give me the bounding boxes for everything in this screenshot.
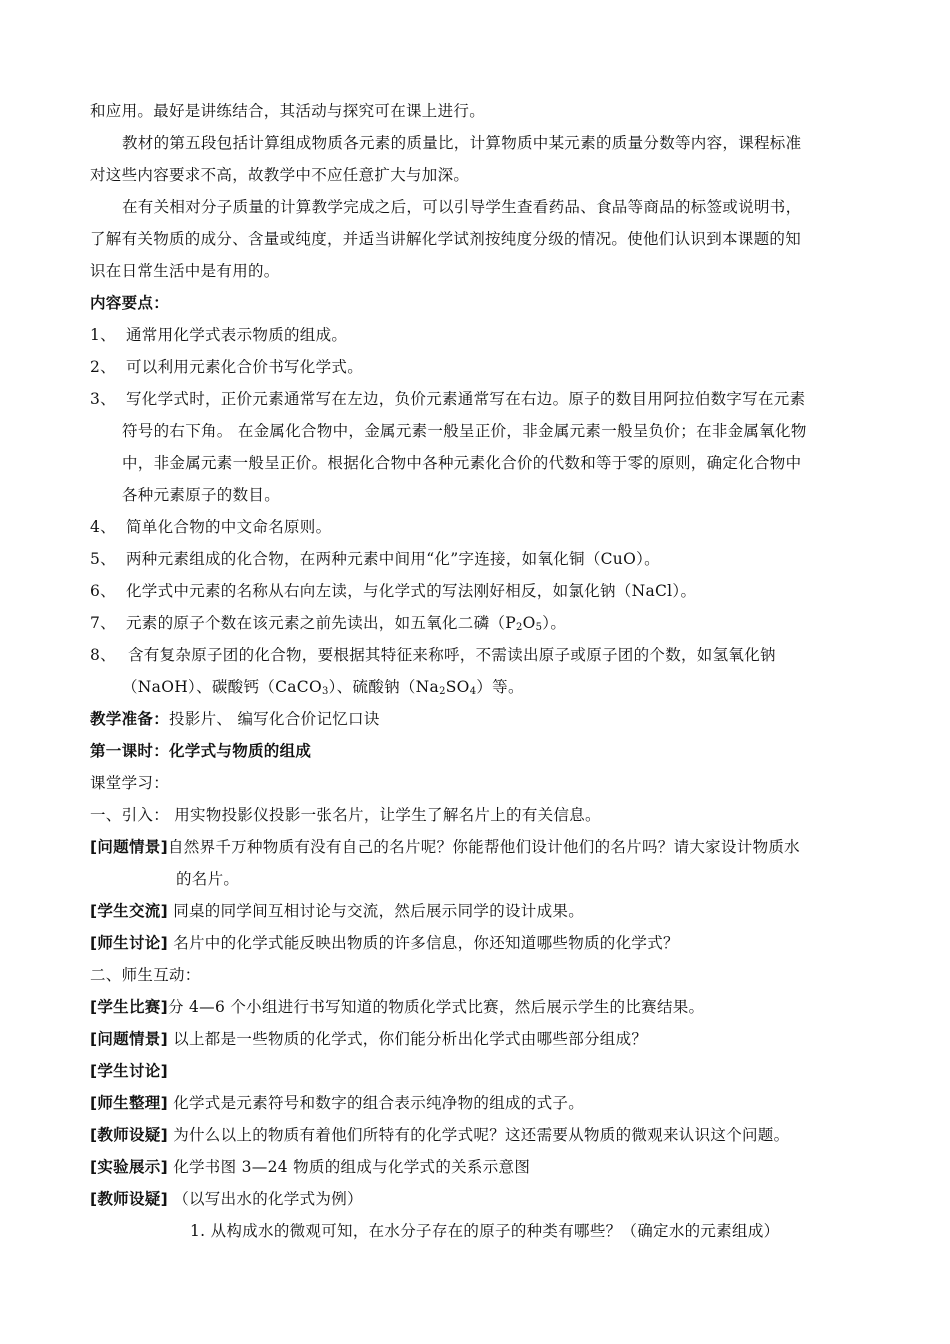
activity-line: [问题情景] 以上都是一些物质的化学式，你们能分析出化学式由哪些部分组成？ xyxy=(90,1030,648,1048)
list-item: 通常用化学式表示物质的组成。 xyxy=(126,326,348,344)
activity-line: [教师设疑] （以写出水的化学式为例） xyxy=(90,1190,363,1208)
activity-line: [师生整理] 化学式是元素符号和数字的组合表示纯净物的组成的式子。 xyxy=(90,1094,584,1112)
list-item: 含有复杂原子团的化合物，要根据其特征来称呼，不需读出原子或原子团的个数，如氢氧化钠 xyxy=(128,646,776,664)
intro-line: 一、引入： 用实物投影仪投影一张名片，让学生了解名片上的有关信息。 xyxy=(90,806,601,824)
list-item-continuation: 符号的右下角。 在金属化合物中，金属元素一般呈正价，非金属元素一般呈负价；在非金属氧化物 xyxy=(122,422,807,440)
list-item-number: 3、 xyxy=(90,390,116,408)
paragraph-line: 教材的第五段包括计算组成物质各元素的质量比，计算物质中某元素的质量分数等内容，课程标准 xyxy=(122,134,802,152)
section-heading: 内容要点： xyxy=(90,294,170,312)
activity-line: [师生讨论] 名片中的化学式能反映出物质的许多信息，你还知道哪些物质的化学式？ xyxy=(90,934,679,952)
teaching-prep: 教学准备：投影片、 编写化合价记忆口诀 xyxy=(90,710,380,728)
list-item: 两种元素组成的化合物，在两种元素中间用“化”字连接，如氧化铜（CuO）。 xyxy=(126,550,660,568)
list-item: 简单化合物的中文命名原则。 xyxy=(126,518,332,536)
activity-line: [教师设疑] 为什么以上的物质有着他们所特有的化学式呢？这还需要从物质的微观来认识这个问题。 xyxy=(90,1126,790,1144)
list-item-number: 6、 xyxy=(90,582,116,600)
list-item-continuation: 中，非金属元素一般呈正价。根据化合物中各种元素化合价的代数和等于零的原则，确定化合物中 xyxy=(122,454,802,472)
paragraph-line: 在有关相对分子质量的计算教学完成之后，可以引导学生查看药品、食品等商品的标签或说明书， xyxy=(122,198,802,216)
activity-continuation: 的名片。 xyxy=(176,870,240,888)
list-item: 可以利用元素化合价书写化学式。 xyxy=(126,358,364,376)
question-line: 1. 从构成水的微观可知，在水分子存在的原子的种类有哪些？（确定水的元素组成） xyxy=(190,1222,780,1240)
activity-line: [学生比赛]分 4—6 个小组进行书写知道的物质化学式比赛，然后展示学生的比赛结果。 xyxy=(90,998,705,1016)
subheading: 课堂学习： xyxy=(90,774,170,792)
activity-line: [问题情景]自然界千万种物质有没有自己的名片呢？你能帮他们设计他们的名片吗？请大家设计物质水 xyxy=(90,838,800,856)
list-item-number: 7、 xyxy=(90,614,116,632)
activity-line: [学生交流] 同桌的同学间互相讨论与交流，然后展示同学的设计成果。 xyxy=(90,902,584,920)
paragraph-line: 识在日常生活中是有用的。 xyxy=(90,262,280,280)
list-item-number: 1、 xyxy=(90,326,116,344)
list-item-continuation: 各种元素原子的数目。 xyxy=(122,486,281,504)
lesson-title: 第一课时：化学式与物质的组成 xyxy=(90,742,312,760)
list-item: 写化学式时，正价元素通常写在左边，负价元素通常写在右边。原子的数目用阿拉伯数字写在元素 xyxy=(126,390,806,408)
activity-line: [实验展示] 化学书图 3—24 物质的组成与化学式的关系示意图 xyxy=(90,1158,531,1176)
activity-line: [学生讨论] xyxy=(90,1062,168,1080)
paragraph-line: 了解有关物质的成分、含量或纯度，并适当讲解化学试剂按纯度分级的情况。使他们认识到本课题的知 xyxy=(90,230,802,248)
list-item-continuation: （NaOH）、碳酸钙（CaCO$_3$）、硫酸钠$(Na_2SO_4)$等。 xyxy=(122,678,524,697)
section-line: 二、师生互动： xyxy=(90,966,201,984)
paragraph-line: 对这些内容要求不高，故教学中不应任意扩大与加深。 xyxy=(90,166,470,184)
list-item: 元素的原子个数在该元素之前先读出，如五氧化二磷$(P_2O_5)$。 xyxy=(126,614,567,633)
list-item-number: 4、 xyxy=(90,518,116,536)
list-item-number: 8、 xyxy=(90,646,116,664)
list-item: 化学式中元素的名称从右向左读，与化学式的写法刚好相反，如氯化钠（NaCl）。 xyxy=(126,582,697,600)
list-item-number: 2、 xyxy=(90,358,116,376)
paragraph-line: 和应用。最好是讲练结合，其活动与探究可在课上进行。 xyxy=(90,102,486,120)
list-item-number: 5、 xyxy=(90,550,116,568)
